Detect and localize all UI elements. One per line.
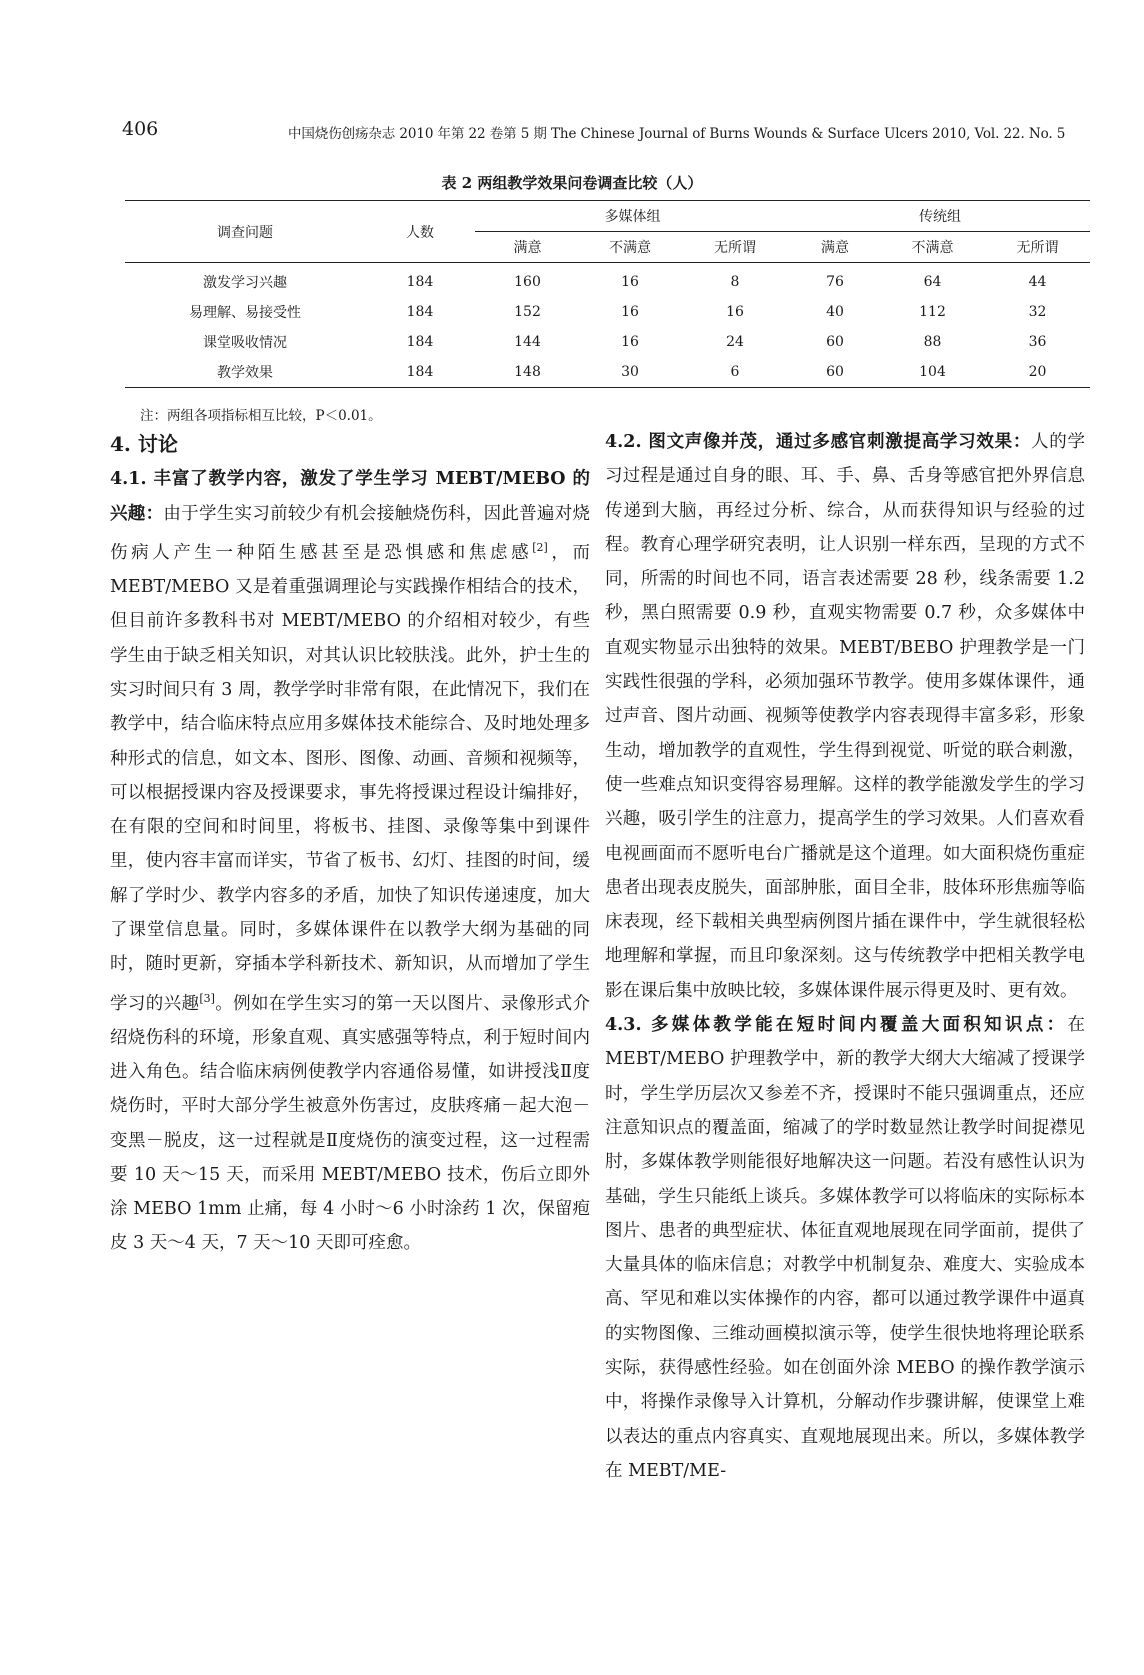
- paragraph-text: 在 MEBT/MEBO 护理教学中，新的教学大纲大大缩减了授课学时，学生学历层次又参差不齐，授课时不能只强调重点，还应注意知识点的覆盖面，缩减了的学时数显然让教学时间捉襟见肘，多媒体教学则能很好地解决这一问题。若没有感性认识为基础，学生只能纸上谈兵。多媒体教学可以将临床的实际标本图片、患者的典型症状、体征直观地展现在同学面前，提供了大量具体的临床信息；对教学中机制复杂、难度大、实验成本高、罕见和难以实体操作的内容，都可以通过教学课件中逼真的实物图像、三维动画模拟演示等，使学生很快地将理论联系实际，获得感性经验。如在创面外涂 MEBO 的操作教学演示中，将操作录像导入计算机，分解动作步骤讲解，使课堂上难以表达的重点内容真实、直观地展现出来。所以，多媒体教学在 MEBT/ME-: [605, 1015, 1085, 1481]
- table-caption: 表 2 两组教学效果问卷调查比较（人）: [441, 174, 703, 192]
- subsection-title-4-3: 4.3. 多媒体教学能在短时间内覆盖大面积知识点：: [605, 1015, 1068, 1036]
- paragraph-text: 由于学生实习前较少有机会接触烧伤科，因此普遍对烧伤病人产生一种陌生感甚至是恐惧感和焦虑感: [110, 503, 591, 563]
- paragraph-text: 。例如在学生实习的第一天以图片、录像形式介绍烧伤科的环境，形象直观、真实感强等特点，利于短时间内进入角色。结合临床病例使教学内容通俗易懂，如讲授浅Ⅱ度烧伤时，平时大部分学生被意外伤害过，皮肤疼痛－起大泡－变黑－脱皮，这一过程就是Ⅱ度烧伤的演变过程，这一过程需要 10 天～15 天，而采用 MEBT/MEBO 技术，伤后立即外涂 MEBO 1mm 止痛，每 4 小时～6 小时涂药 1 次，保留疱皮 3 天～4 天，7 天～10 天即可痊愈。: [110, 993, 591, 1254]
- row-question: 教学效果: [125, 357, 365, 388]
- table-row: [125, 297, 1090, 327]
- paragraph-text: ，而 MEBT/MEBO 又是着重强调理论与实践操作相结合的技术，但目前许多教科书对 MEBT/MEBO 的介绍相对较少，有些学生由于缺乏相关知识，对其认识比较肤浅。此外，护士生的实习时间只有 3 周，教学学时非常有限，在此情况下，我们在教学中，结合临床特点应用多媒体技术能综合、及时地处理多种形式的信息，如文本、图形、图像、动画、音频和视频等，可以根据授课内容及授课要求，事先将授课过程设计编排好，在有限的空间和时间里，将板书、挂图、录像等集中到课件里，使内容丰富而详实，节省了板书、幻灯、挂图的时间，缓解了学时少、教学内容多的矛盾，加快了知识传递速度，加大了课堂信息量。同时，多媒体课件在以教学大纲为基础的同时，随时更新，穿插本学科新技术、新知识，从而增加了学生学习的兴趣: [110, 542, 590, 1014]
- section-title: 4. 讨论: [110, 432, 178, 456]
- table-cell: 16: [621, 304, 639, 320]
- citation-ref: [2]: [532, 540, 548, 554]
- table-cell: 144: [514, 334, 541, 350]
- row-question: 易理解、易接受性: [189, 305, 301, 321]
- paragraph-4-3: [605, 1008, 1085, 1488]
- table-cell: 40: [826, 304, 844, 320]
- table-cell: 148: [475, 357, 580, 388]
- journal-running-header: 中国烧伤创疡杂志 2010 年第 22 卷第 5 期 The Chinese Journal of Burns Wounds & Surface Ulcers 2010, Vol. 22. No. 5: [288, 126, 1066, 142]
- right-column: [605, 425, 1085, 1488]
- paragraph-4-2: [605, 425, 1085, 1008]
- header-group-multimedia: 多媒体组: [475, 201, 790, 232]
- table-cell: 60: [826, 334, 844, 350]
- table-cell: 24: [726, 334, 744, 350]
- table-cell: 32: [1028, 304, 1047, 320]
- table-cell: 104: [880, 357, 985, 388]
- table-cell: 36: [1028, 334, 1047, 350]
- row-count: 184: [406, 334, 434, 350]
- subheader-cell: 无所谓: [985, 232, 1090, 263]
- table-row: [125, 263, 1090, 298]
- table-cell: 60: [790, 357, 880, 388]
- table-cell: 6: [680, 357, 790, 388]
- header-count: 人数: [365, 201, 475, 263]
- row-question: 课堂吸收情况: [203, 335, 287, 351]
- table-cell: 30: [580, 357, 680, 388]
- table-cell: 16: [726, 304, 744, 320]
- row-question: 激发学习兴趣: [203, 275, 287, 291]
- table-row: [125, 327, 1090, 357]
- page-number: 406: [122, 118, 159, 140]
- table-cell: 20: [985, 357, 1090, 388]
- header-question: 调查问题: [125, 201, 365, 263]
- table-cell: 16: [621, 274, 639, 290]
- survey-comparison-table: [125, 200, 1090, 388]
- row-count: 184: [365, 357, 475, 388]
- row-count: 184: [406, 274, 434, 290]
- subheader-cell: 不满意: [580, 232, 680, 263]
- table-cell: 44: [1028, 274, 1047, 290]
- table-row: [125, 357, 1090, 388]
- left-column: [110, 425, 590, 1261]
- citation-ref: [3]: [199, 991, 215, 1005]
- table-cell: 8: [730, 274, 740, 290]
- subheader-cell: 不满意: [880, 232, 985, 263]
- table-cell: 88: [923, 334, 942, 350]
- table-cell: 160: [514, 274, 541, 290]
- subheader-cell: 满意: [790, 232, 880, 263]
- table-cell: 16: [621, 334, 639, 350]
- header-group-traditional: 传统组: [790, 201, 1090, 232]
- table-cell: 112: [919, 304, 946, 320]
- subheader-cell: 满意: [475, 232, 580, 263]
- subsection-title-4-2: 4.2. 图文声像并茂，通过多感官刺激提高学习效果：: [605, 432, 1032, 452]
- row-count: 184: [406, 304, 434, 320]
- table-note: 注：两组各项指标相互比较，P＜0.01。: [140, 408, 382, 424]
- table-cell: 152: [514, 304, 541, 320]
- subheader-cell: 无所谓: [680, 232, 790, 263]
- paragraph-4-1: [110, 462, 590, 1260]
- table-cell: 76: [826, 274, 844, 290]
- paragraph-text: 人的学习过程是通过自身的眼、耳、手、鼻、舌身等感官把外界信息传递到大脑，再经过分析、综合，从而获得知识与经验的过程。教育心理学研究表明，让人识别一样东西，呈现的方式不同，所需的时间也不同，语言表述需要 28 秒，线条需要 1.2 秒，黑白照需要 0.9 秒，直观实物需要 0.7 秒，众多媒体中直观实物显示出独特的效果。MEBT/BEBO 护理教学是一门实践性很强的学科，必须加强环节教学。使用多媒体课件，通过声音、图片动画、视频等使教学内容表现得丰富多彩，形象生动，增加教学的直观性，学生得到视觉、听觉的联合刺激，使一些难点知识变得容易理解。这样的教学能激发学生的学习兴趣，吸引学生的注意力，提高学生的学习效果。人们喜欢看电视画面而不愿听电台广播就是这个道理。如大面积烧伤重症患者出现表皮脱失，面部肿胀，面目全非，肢体环形焦痂等临床表现，经下载相关典型病例图片插在课件中，学生就很轻松地理解和掌握，而且印象深刻。这与传统教学中把相关教学电影在课后集中放映比较，多媒体课件展示得更及时、更有效。: [605, 432, 1085, 1001]
- subsection-title-4-1: 4.1. 丰富了教学内容，激发了学生学习 MEBT/MEBO 的兴趣：: [110, 469, 590, 524]
- table-cell: 64: [923, 274, 942, 290]
